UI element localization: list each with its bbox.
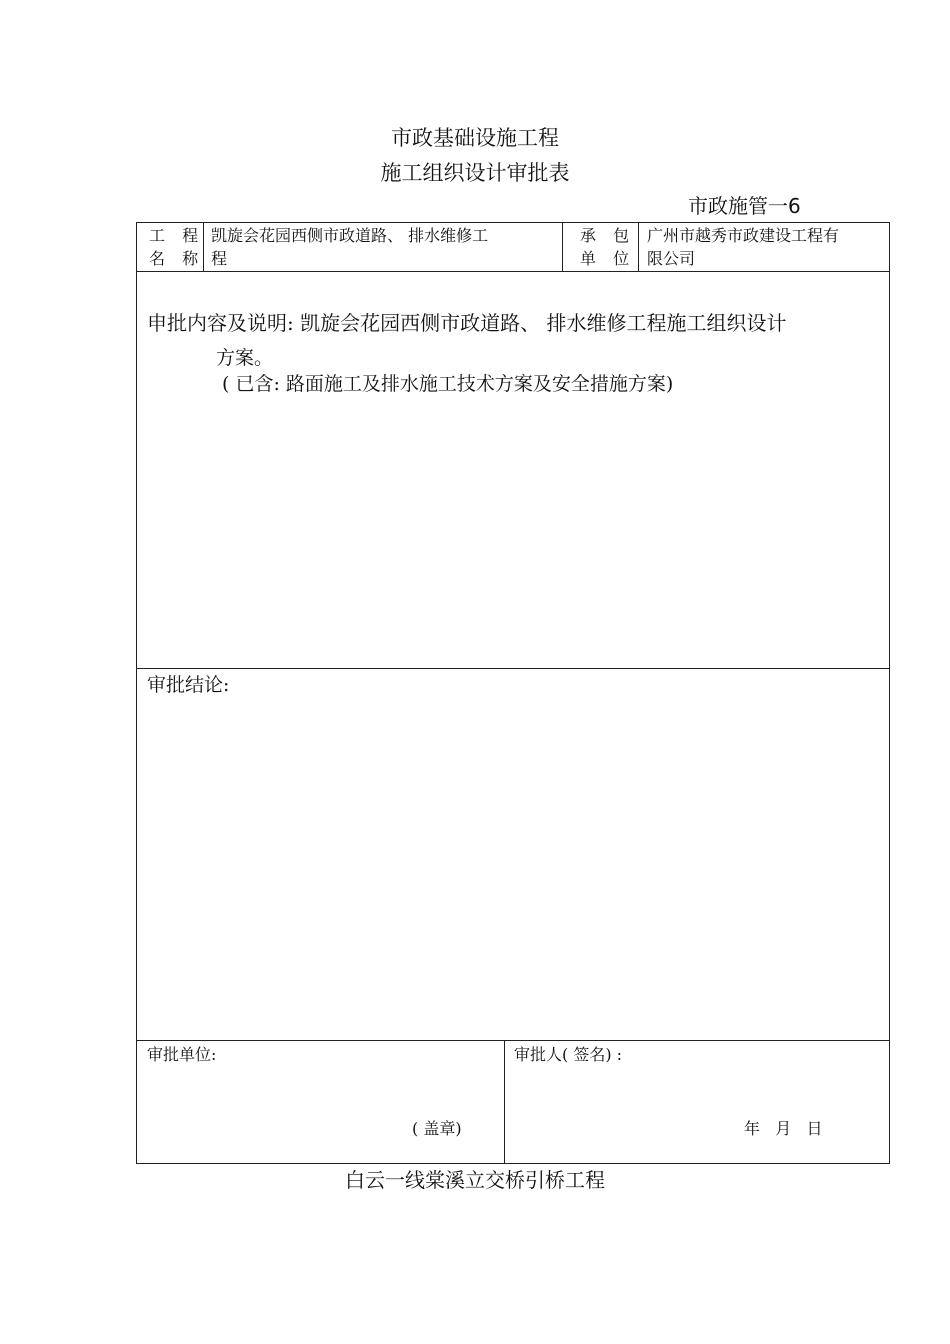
- col-divider: [638, 222, 639, 271]
- approval-conclusion-label: 审批结论:: [147, 674, 230, 696]
- approval-content-line2: 方案。: [216, 347, 274, 369]
- table-top-border: [136, 222, 890, 223]
- table-left-border: [136, 222, 137, 1164]
- date-label: 年 月 日: [744, 1119, 823, 1138]
- project-name-value: 凯旋会花园西侧市政道路、 排水维修工 程: [211, 226, 489, 268]
- form-code: 市政施管一6: [688, 194, 801, 218]
- row-divider: [136, 668, 890, 669]
- row-divider: [136, 271, 890, 272]
- contractor-label: 承 包 单 位: [580, 226, 636, 268]
- table-right-border: [889, 222, 890, 1164]
- row-divider: [136, 1040, 890, 1041]
- approval-content-line3: ( 已含: 路面施工及排水施工技术方案及安全措施方案): [222, 373, 674, 395]
- document-title-line2: 施工组织设计审批表: [380, 161, 570, 185]
- approval-content-line1: 申批内容及说明: 凯旋会花园西侧市政道路、 排水维修工程施工组织设计: [147, 311, 787, 335]
- seal-label: ( 盖章): [412, 1119, 462, 1138]
- col-divider: [562, 222, 563, 271]
- contractor-value: 广州市越秀市政建设工程有 限公司: [647, 226, 840, 268]
- project-name-label: 工 程 名 称: [149, 226, 205, 268]
- approver-signature-label: 审批人( 签名) :: [514, 1045, 623, 1064]
- footer-project-name: 白云一线棠溪立交桥引桥工程: [345, 1168, 605, 1192]
- document-title-line1: 市政基础设施工程: [391, 126, 559, 150]
- col-divider: [504, 1040, 505, 1163]
- approving-unit-label: 审批单位:: [147, 1045, 217, 1064]
